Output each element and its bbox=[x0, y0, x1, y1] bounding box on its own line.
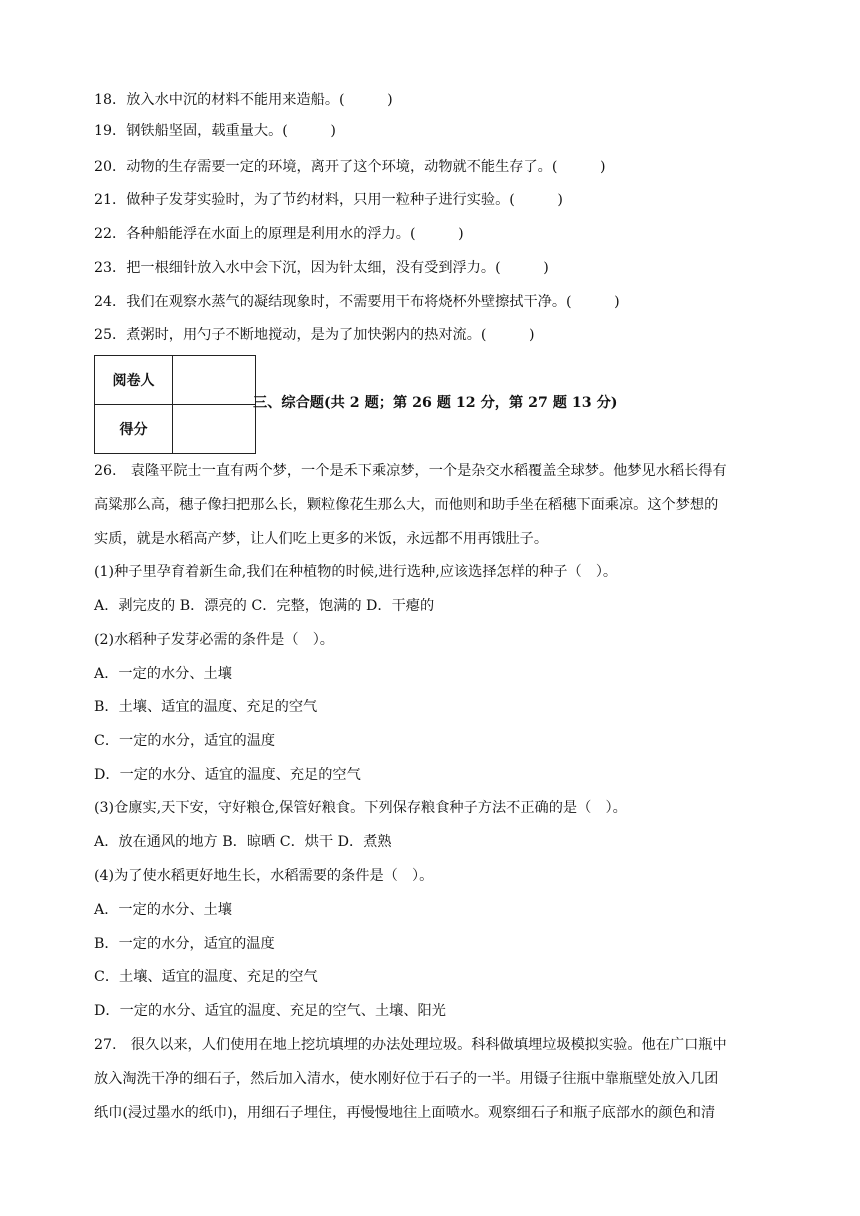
q26-option-2d: D．一定的水分、适宜的温度、充足的空气 bbox=[94, 767, 361, 783]
judgment-item-25: 25．煮粥时，用勺子不断地搅动，是为了加快粥内的热对流。( ) bbox=[94, 327, 535, 343]
judgment-item-22: 22．各种船能浮在水面上的原理是利用水的浮力。( ) bbox=[94, 226, 464, 242]
judgment-item-18: 18．放入水中沉的材料不能用来造船。( ) bbox=[94, 92, 393, 108]
q26-option-2c: C．一定的水分，适宜的温度 bbox=[94, 733, 276, 749]
q27-stem-line: 27. 很久以来，人们使用在地上挖坑填埋的办法处理垃圾。科科做填埋垃圾模拟实验。他在广口瓶中 bbox=[94, 1037, 727, 1053]
q27-stem-line: 放入淘洗干净的细石子，然后加入清水，使水刚好位于石子的一半。用镊子往瓶中靠瓶壁处放入几团 bbox=[94, 1071, 719, 1087]
q26-option-2a: A．一定的水分、土壤 bbox=[94, 666, 232, 682]
score-label: 得分 bbox=[95, 405, 173, 454]
q26-option-4c: C．土壤、适宜的温度、充足的空气 bbox=[94, 969, 318, 985]
q26-stem-line: 实质，就是水稻高产梦，让人们吃上更多的米饭，永远都不用再饿肚子。 bbox=[94, 531, 549, 547]
q26-options-1: A．剥完皮的 B．漂亮的 C．完整，饱满的 D．干瘪的 bbox=[94, 598, 435, 614]
q26-subquestion-4: (4)为了使水稻更好地生长，水稻需要的条件是（ ）。 bbox=[94, 868, 434, 884]
reviewer-blank-cell bbox=[173, 356, 256, 405]
q26-option-2b: B．土壤、适宜的温度、充足的空气 bbox=[94, 699, 318, 715]
q26-subquestion-2: (2)水稻种子发芽必需的条件是（ ）。 bbox=[94, 632, 334, 648]
q26-option-4b: B．一定的水分，适宜的温度 bbox=[94, 936, 275, 952]
judgment-item-19: 19．钢铁船坚固，载重量大。( ) bbox=[94, 123, 336, 139]
judgment-item-21: 21．做种子发芽实验时，为了节约材料，只用一粒种子进行实验。( ) bbox=[94, 192, 563, 208]
reviewer-label: 阅卷人 bbox=[95, 356, 173, 405]
judgment-item-20: 20．动物的生存需要一定的环境，离开了这个环境，动物就不能生存了。( ) bbox=[94, 159, 606, 175]
score-blank-cell bbox=[173, 405, 256, 454]
q26-stem-line: 26. 袁隆平院士一直有两个梦，一个是禾下乘凉梦，一个是杂交水稻覆盖全球梦。他梦见水稻长得有 bbox=[94, 463, 727, 479]
q26-subquestion-1: (1)种子里孕育着新生命,我们在种植物的时候,进行选种,应该选择怎样的种子（ ）。 bbox=[94, 564, 618, 580]
q26-options-3: A．放在通风的地方 B．晾晒 C．烘干 D．煮熟 bbox=[94, 834, 392, 850]
q26-stem-line: 高粱那么高，穗子像扫把那么长，颗粒像花生那么大，而他则和助手坐在稻穗下面乘凉。这个梦想的 bbox=[94, 497, 719, 513]
q27-stem-line: 纸巾(浸过墨水的纸巾)，用细石子埋住，再慢慢地往上面喷水。观察细石子和瓶子底部水的颜色和清 bbox=[94, 1105, 716, 1121]
judgment-item-24: 24．我们在观察水蒸气的凝结现象时，不需要用干布将烧杯外壁擦拭干净。( ) bbox=[94, 294, 620, 310]
q26-option-4d: D．一定的水分、适宜的温度、充足的空气、土壤、阳光 bbox=[94, 1003, 446, 1019]
q26-option-4a: A．一定的水分、土壤 bbox=[94, 902, 232, 918]
judgment-item-23: 23．把一根细针放入水中会下沉，因为针太细，没有受到浮力。( ) bbox=[94, 260, 549, 276]
q26-subquestion-3: (3)仓廪实,天下安，守好粮仓,保管好粮食。下列保存粮食种子方法不正确的是（ ）。 bbox=[94, 800, 627, 816]
score-box bbox=[94, 355, 256, 454]
section-title: 三、综合题(共 2 题；第 26 题 12 分，第 27 题 13 分) bbox=[253, 395, 618, 411]
